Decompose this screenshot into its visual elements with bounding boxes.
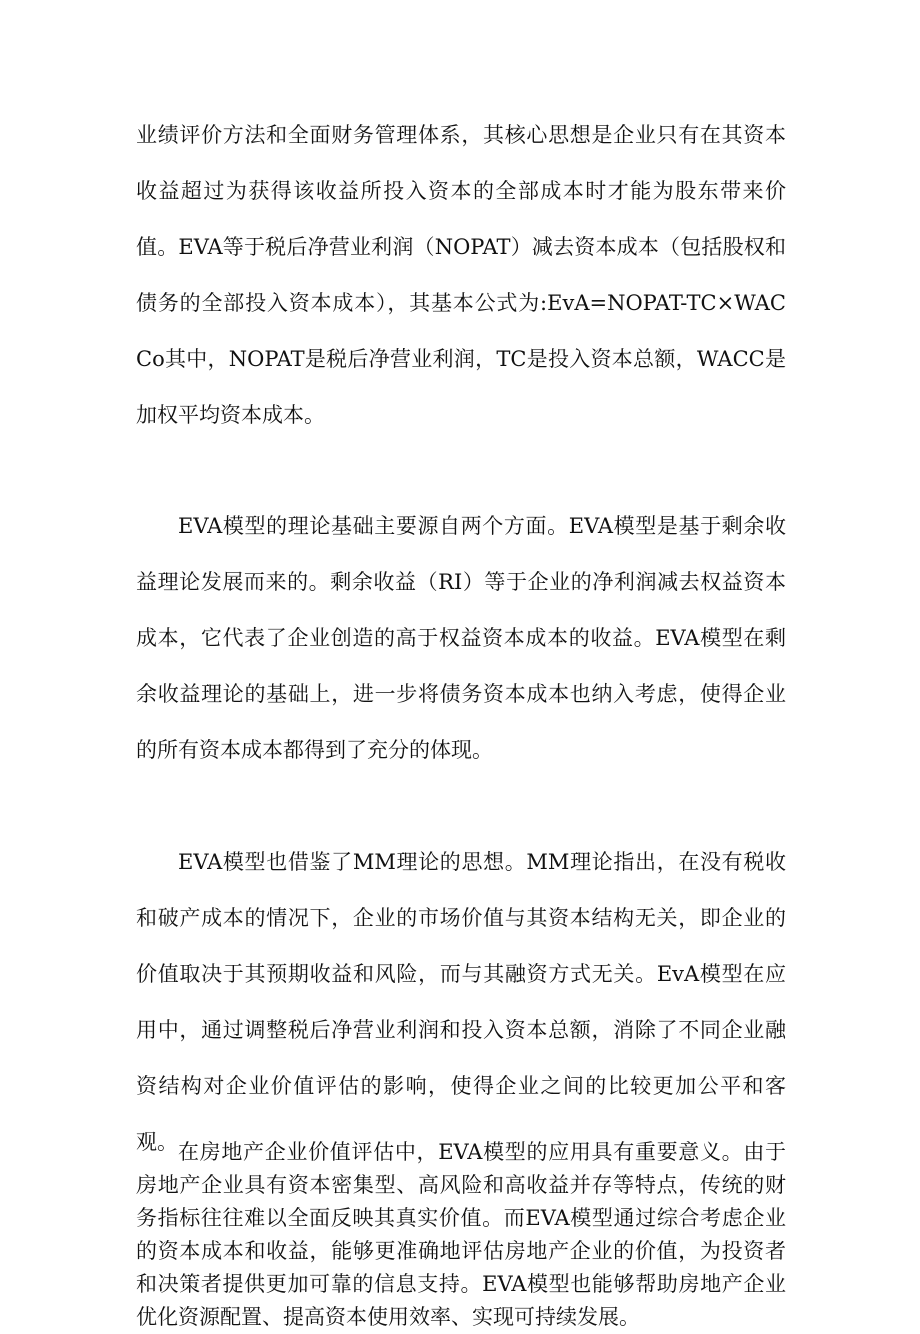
paragraph-eva-definition: 业绩评价方法和全面财务管理体系，其核心思想是企业只有在其资本收益超过为获得该收益所投入资本的全部成本时才能为股东带来价值。EVA等于税后净营业利润（NOPAT）减去资本成本（包括股权和债务的全部投入资本成本），其基本公式为:EvA=NOPAT-TC×WACCo其中，NOPAT是税后净营业利润，TC是投入资本总额，WACC是加权平均资本成本。 [136, 123, 786, 427]
paragraph-eva-theory-basis: EVA模型的理论基础主要源自两个方面。EVA模型是基于剩余收益理论发展而来的。剩余收益（RI）等于企业的净利润减去权益资本成本，它代表了企业创造的高于权益资本成本的收益。EVA模型在剩余收益理论的基础上，进一步将债务资本成本也纳入考虑，使得企业的所有资本成本都得到了充分的体现。 [136, 514, 786, 762]
paragraph-real-estate-application: 在房地产企业价值评估中，EVA模型的应用具有重要意义。由于房地产企业具有资本密集型、高风险和高收益并存等特点，传统的财务指标往往难以全面反映其真实价值。而EVA模型通过综合考虑企业的资本成本和收益，能够更准确地评估房地产企业的价值，为投资者和决策者提供更加可靠的信息支持。EVA模型也能够帮助房地产企业优化资源配置、提高资本使用效率、实现可持续发展。 [136, 1140, 786, 1329]
paragraph-mm-theory: EVA模型也借鉴了MM理论的思想。MM理论指出，在没有税收和破产成本的情况下，企业的市场价值与其资本结构无关，即企业的价值取决于其预期收益和风险，而与其融资方式无关。EvA模型在应用中，通过调整税后净营业利润和投入资本总额，消除了不同企业融资结构对企业价值评估的影响，使得企业之间的比较更加公平和客观。 [136, 850, 786, 1154]
